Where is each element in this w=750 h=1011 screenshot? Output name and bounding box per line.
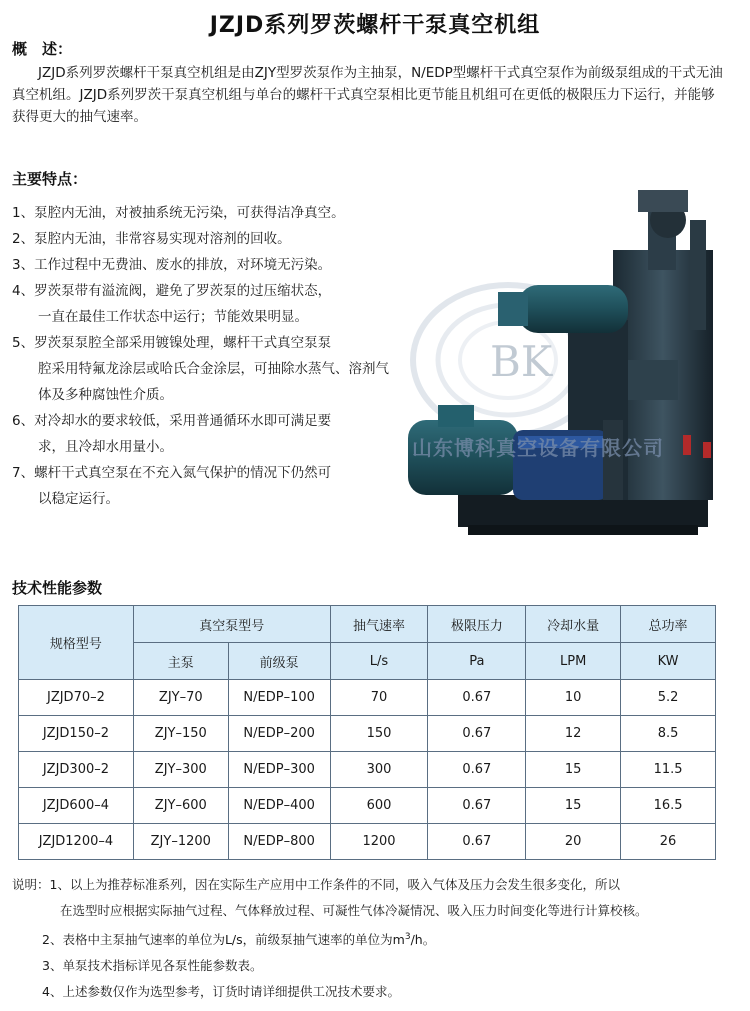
cell-speed: 1200 [330,824,428,860]
cell-main-pump: ZJY–150 [133,716,228,752]
pump-unit-photo [398,180,734,552]
cell-fore-pump: N/EDP–300 [228,752,330,788]
feature-item: 4、罗茨泵带有溢流阀，避免了罗茨泵的过压缩状态， 一直在最佳工作状态中运行；节能效果明显。 [12,283,332,325]
col-pressure-unit: Pa [428,643,526,680]
overview-text [12,62,724,128]
col-cooling-unit: LPM [526,643,621,680]
cell-cooling: 10 [526,680,621,716]
cell-power: 16.5 [621,788,716,824]
col-model: 规格型号 [19,606,134,680]
cell-fore-pump: N/EDP–200 [228,716,330,752]
col-pressure: 极限压力 [428,606,526,643]
col-fore-pump: 前级泵 [228,643,330,680]
table-row [19,788,716,824]
cell-pressure: 0.67 [428,788,526,824]
feature-item: 3、工作过程中无费油、废水的排放，对环境无污染。 [12,257,332,273]
feature-item: 6、对冷却水的要求较低，采用普通循环水即可满足要 求，且冷却水用量小。 [12,413,332,455]
cell-power: 11.5 [621,752,716,788]
overview-heading: 概 述： [12,40,73,58]
col-speed: 抽气速率 [330,606,428,643]
cell-pressure: 0.67 [428,716,526,752]
cell-model: JZJD70–2 [19,680,134,716]
cell-speed: 70 [330,680,428,716]
note-3: 3、单泵技术指标详见各泵性能参数表。 [42,958,263,974]
cell-cooling: 20 [526,824,621,860]
cell-speed: 150 [330,716,428,752]
cell-speed: 600 [330,788,428,824]
cell-fore-pump: N/EDP–800 [228,824,330,860]
note-4: 4、上述参数仅作为选型参考，订货时请详细提供工况技术要求。 [42,984,400,1000]
cell-cooling: 15 [526,752,621,788]
overview-body: JZJD系列罗茨螺杆干泵真空机组是由ZJY型罗茨泵作为主抽泵，N/EDP型螺杆干式真空泵作为前级泵组成的干式无油真空机组。JZJD系列罗茨干泵真空机组与单台的螺杆干式真空泵相比更节能且机组可在更低的极限压力下运行，并能够获得更大的抽气速率。 [12,65,723,125]
note-1: 说明：1、以上为推荐标准系列，因在实际生产应用中工作条件的不同，吸入气体及压力会发生很多变化，所以 [12,877,620,892]
svg-text:BK: BK [490,337,553,386]
table-row [19,716,716,752]
feature-item: 7、螺杆干式真空泵在不充入氮气保护的情况下仍然可 以稳定运行。 [12,465,332,507]
feature-item: 1、泵腔内无油，对被抽系统无污染，可获得洁净真空。 [12,205,345,221]
specs-heading: 技术性能参数 [12,579,103,597]
features-heading: 主要特点： [12,170,88,188]
cell-power: 5.2 [621,680,716,716]
note-2: 2、表格中主泵抽气速率的单位为L/s，前级泵抽气速率的单位为$m^3/h$。 [42,932,436,948]
cell-model: JZJD300–2 [19,752,134,788]
cell-fore-pump: N/EDP–400 [228,788,330,824]
table-row [19,752,716,788]
table-row [19,824,716,860]
cell-main-pump: ZJY–600 [133,788,228,824]
col-power: 总功率 [621,606,716,643]
cell-power: 8.5 [621,716,716,752]
feature-item: 5、罗茨泵泵腔全部采用镀镍处理，螺杆干式真空泵泵 腔采用特氟龙涂层或哈氏合金涂层，可抽除水蒸气、溶剂气体及多种腐蚀性介质。 [12,335,389,403]
col-pump-group: 真空泵型号 [133,606,330,643]
cell-pressure: 0.67 [428,824,526,860]
col-main-pump: 主泵 [133,643,228,680]
feature-item: 2、泵腔内无油，非常容易实现对溶剂的回收。 [12,231,291,247]
cell-model: JZJD150–2 [19,716,134,752]
cell-pressure: 0.67 [428,752,526,788]
cell-model: JZJD600–4 [19,788,134,824]
table-header-row [19,606,716,643]
note-1-cont: 在选型时应根据实际抽气过程、气体释放过程、可凝性气体冷凝情况、吸入压力时间变化等进行计算校核。 [60,903,648,918]
cell-fore-pump: N/EDP–100 [228,680,330,716]
cell-main-pump: ZJY–300 [133,752,228,788]
company-watermark: 山东博科真空设备有限公司 [412,436,664,460]
notes-section [12,872,740,1005]
cell-model: JZJD1200–4 [19,824,134,860]
table-row [19,680,716,716]
cell-speed: 300 [330,752,428,788]
page-title: JZJD系列罗茨螺杆干泵真空机组 [209,13,541,38]
cell-main-pump: ZJY–1200 [133,824,228,860]
col-cooling: 冷却水量 [526,606,621,643]
col-speed-unit: L/s [330,643,428,680]
cell-cooling: 12 [526,716,621,752]
cell-power: 26 [621,824,716,860]
features-list [12,200,402,512]
cell-cooling: 15 [526,788,621,824]
cell-pressure: 0.67 [428,680,526,716]
cell-main-pump: ZJY–70 [133,680,228,716]
specs-table [18,605,716,860]
col-power-unit: KW [621,643,716,680]
